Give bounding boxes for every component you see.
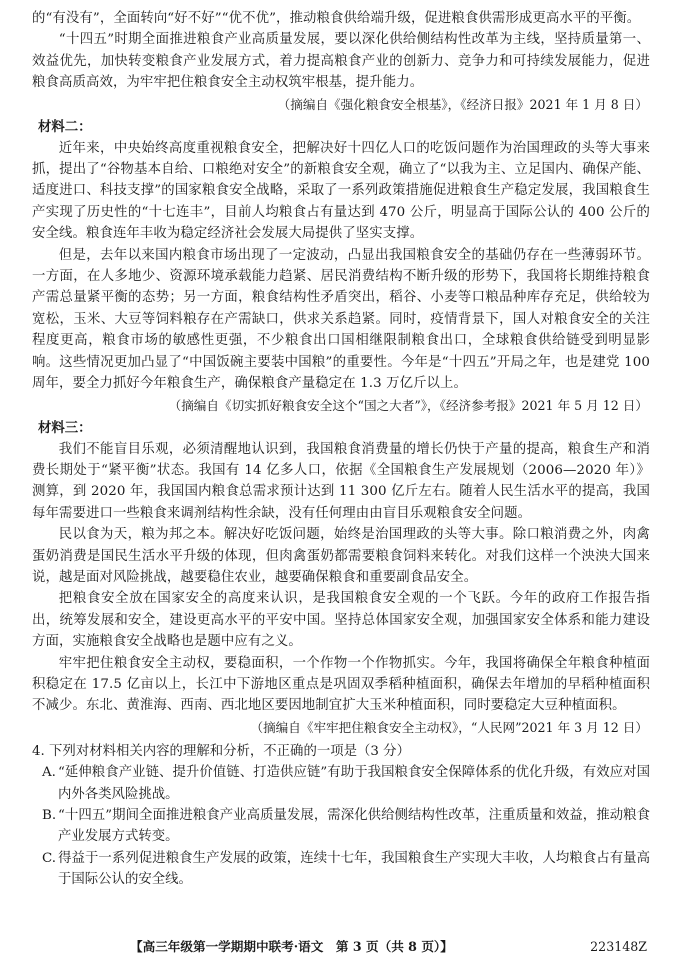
option-a[interactable] xyxy=(32,762,650,805)
source-citation: （摘编自《牢牢把住粮食安全主动权》，“人民网”2021 年 3 月 12 日） xyxy=(250,719,648,735)
source-citation: （摘编自《强化粮食安全根基》，《经济日报》2021 年 1 月 8 日） xyxy=(277,96,648,112)
option-c[interactable] xyxy=(32,848,650,891)
paragraph: 把粮食安全放在国家安全的高度来认识，是我国粮食安全观的一个飞跃。今年的政府工作报告指出，统筹发展和安全，建设更高水平的平安中国。坚持总体国家安全观，加强国家安全体系和能力建设方面，实施粮食安全战略也是题中应有之义。 xyxy=(32,591,650,650)
footer-title: 【高三年级第一学期期中联考·语文 第 3 页（共 8 页）】 xyxy=(130,939,453,954)
paragraph: 民以食为天，粮为邦之本。解决好吃饭问题，始终是治国理政的头等大事。除口粮消费之外，肉禽蛋奶消费是国民生活水平升级的体现，但肉禽蛋奶都需要粮食饲料来转化。对我们这样一个泱泱大国来说，越是面对风险挑战，越要稳住农业，越要确保粮食和重要副食品安全。 xyxy=(32,527,650,585)
option-text: “延伸粮食产业链、提升价值链、打造供应链”有助于我国粮食安全保障体系的优化升级，有效应对国内外各类风险挑战。 xyxy=(58,765,650,802)
question-stem: 4. 下列对材料相关内容的理解和分析，不正确的一项是（3 分） xyxy=(32,743,410,759)
option-text: 得益于一系列促进粮食生产发展的政策，连续十七年，我国粮食生产实现大丰收，人均粮食占有量高于国际公认的安全线。 xyxy=(58,850,650,888)
paragraph: “十四五”时期全面推进粮食产业高质量发展，要以深化供给侧结构性改革为主线，坚持质量第一、效益优先，加快转变粮食产业发展方式，着力提高粮食产业的创新力、竞争力和可持续发展能力，促进粮食高质高效，为牢牢把住粮食安全主动权筑牢根基，提升能力。 xyxy=(32,32,650,91)
option-label: A. xyxy=(42,765,56,781)
paragraph: 近年来，中央始终高度重视粮食安全，把解决好十四亿人口的吃饭问题作为治国理政的头等大事来抓，提出了“谷物基本自给、口粮绝对安全”的新粮食安全观，确立了“以我为主、立足国内、确保产能、适度进口、科技支撑”的国家粮食安全战略，采取了一系列政策措施促进粮食生产稳定发展，我国粮食生产实现了历史性的“十七连丰”，目前人均粮食占有量达到 470 公斤，明显高于国际公认的 400 公斤的安全线。粮食连年丰收为稳定经济社会发展大局提供了坚实支撑。 xyxy=(32,140,650,242)
paragraph-continued: 的“有没有”，全面转向“好不好”“优不优”，推动粮食供给端升级，促进粮食供需形成更高水平的平衡。 xyxy=(32,11,641,26)
material-heading: 材料三： xyxy=(38,419,92,436)
page-footer xyxy=(0,936,677,958)
option-text: “十四五”期间全面推进粮食产业高质量发展，需深化供给侧结构性改革，注重质量和效益，推动粮食产业发展方式转变。 xyxy=(58,808,650,845)
footer-code: 223148Z xyxy=(590,939,647,954)
paragraph: 我们不能盲目乐观，必须清醒地认识到，我国粮食消费量的增长仍快于产量的提高，粮食生产和消费长期处于“紧平衡”状态。我国有 14 亿多人口，依据《全国粮食生产发展规划（2006—2020 年）》测算，到 2020 年，我国国内粮食总需求预计达到 11 300 亿斤左右。随着人民生活水平的提高，我国每年需要进口一些粮食来调剂结构性余缺，没有任何理由由盲目乐观粮食安全问题。 xyxy=(32,441,650,521)
paragraph: 但是，去年以来国内粮食市场出现了一定波动，凸显出我国粮食安全的基础仍存在一些薄弱环节。一方面，在人多地少、资源环境承载能力趋紧、居民消费结构不断升级的形势下，我国将长期维持粮食产需总量紧平衡的态势；另一方面，粮食结构性矛盾突出，稻谷、小麦等口粮品种库存充足，供给较为宽松，玉米、大豆等饲料粮存在产需缺口，供求关系趋紧。同时，疫情背景下，国人对粮食安全的关注程度更高，粮食市场的敏感性更强，不少粮食出口国相继限制粮食出口，全球粮食供给链受到明显影响。这些情况更加凸显了“中国饭碗主要装中国粮”的重要性。今年是“十四五”开局之年，也是建党 100 周年，要全力抓好今年粮食生产，确保粮食产量稳定在 1.3 万亿斤以上。 xyxy=(32,247,650,392)
option-b[interactable] xyxy=(32,805,650,848)
option-label: B. xyxy=(42,808,57,823)
material-heading: 材料二： xyxy=(38,118,92,135)
option-label: C. xyxy=(42,850,57,866)
paragraph: 牢牢把住粮食安全主动权，要稳面积，一个作物一个作物抓实。今年，我国将确保全年粮食种植面积稳定在 17.5 亿亩以上，长江中下游地区重点是巩固双季稻种植面积，确保去年增加的早稻种植面积不减少。东北、黄淮海、西南、西北地区要因地制宜扩大玉米种植面积，同时要稳定大豆种植面积。 xyxy=(32,655,650,714)
source-citation: （摘编自《切实抓好粮食安全这个“国之大者”》，《经济参考报》2021 年 5 月 12 日） xyxy=(168,397,648,413)
page-content xyxy=(32,8,650,891)
